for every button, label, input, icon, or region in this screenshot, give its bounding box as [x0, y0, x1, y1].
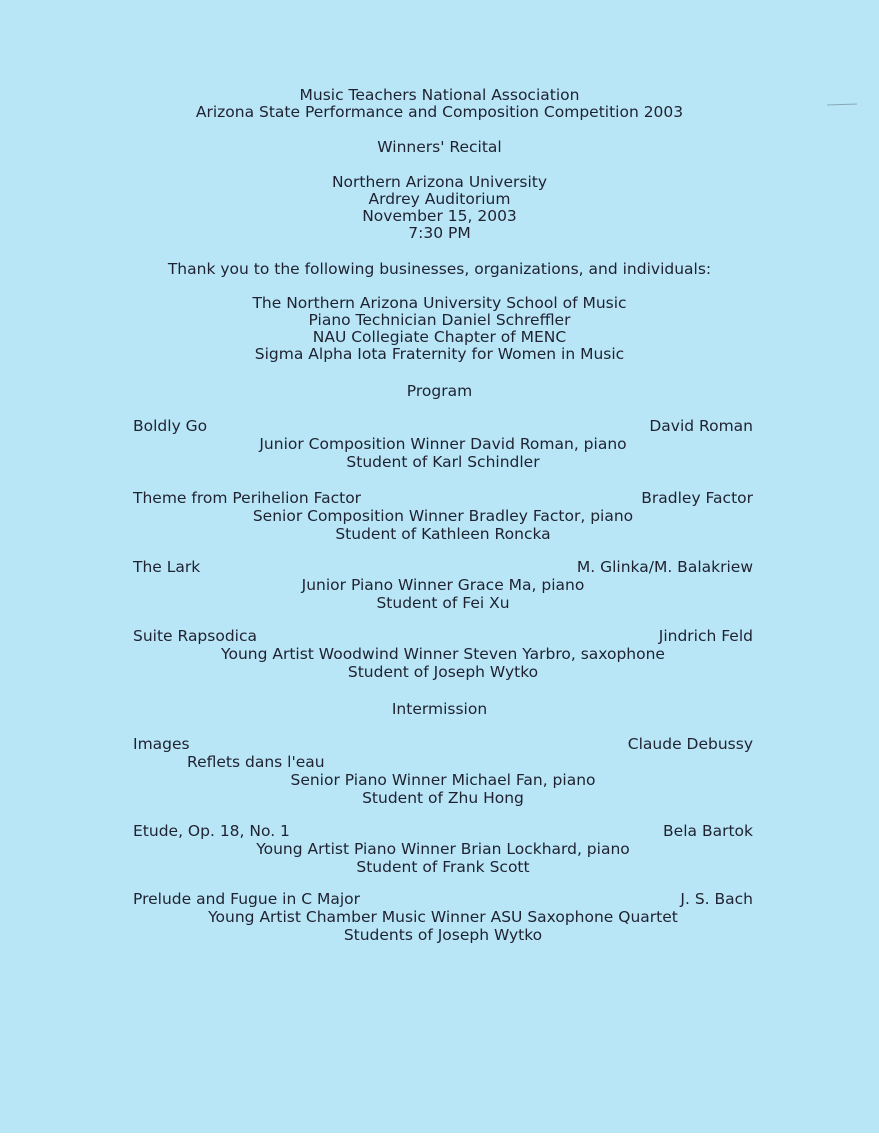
piece-composer: J. S. Bach: [680, 890, 753, 908]
piece-composer: Bradley Factor: [641, 489, 753, 507]
intermission: [0, 701, 879, 718]
recital-name: Winners' Recital: [377, 138, 502, 156]
piece-teacher: Students of Joseph Wytko: [343, 926, 543, 944]
program-entry: [133, 735, 753, 807]
piece-composer: David Roman: [649, 417, 753, 435]
piece-movement: Reflets dans l'eau: [187, 753, 325, 771]
piece-performer: Senior Piano Winner Michael Fan, piano: [290, 771, 596, 789]
piece-performer: Junior Composition Winner David Roman, piano: [259, 435, 627, 453]
program-entry: [133, 417, 753, 471]
piece-teacher: Student of Fei Xu: [376, 594, 510, 612]
piece-teacher: Student of Zhu Hong: [362, 789, 524, 807]
intermission-text: Intermission: [391, 700, 488, 718]
piece-performer: Senior Composition Winner Bradley Factor, piano: [252, 507, 634, 525]
program-heading: [0, 383, 879, 400]
venue-block: [0, 174, 879, 242]
org-name: Music Teachers National Association: [299, 86, 580, 104]
piece-composer: Jindrich Feld: [658, 627, 753, 645]
piece-performer: Junior Piano Winner Grace Ma, piano: [301, 576, 585, 594]
piece-performer: Young Artist Woodwind Winner Steven Yarbro, saxophone: [221, 645, 665, 663]
program-heading-text: Program: [406, 382, 473, 400]
thanks-intro-text: Thank you to the following businesses, organizations, and individuals:: [167, 260, 712, 278]
program-entry: [133, 489, 753, 543]
program-entry: [133, 822, 753, 876]
piece-title: Suite Rapsodica: [133, 627, 257, 645]
piece-title: The Lark: [133, 558, 201, 576]
venue-time: 7:30 PM: [408, 224, 471, 242]
piece-teacher: Student of Joseph Wytko: [347, 663, 539, 681]
piece-title: Images: [133, 735, 190, 753]
program-entry: [133, 558, 753, 612]
venue-hall: Ardrey Auditorium: [368, 190, 511, 208]
piece-composer: Claude Debussy: [627, 735, 753, 753]
thanks-list: [0, 295, 879, 363]
venue-university: Northern Arizona University: [331, 173, 548, 191]
thanks-item: Piano Technician Daniel Schreffler: [308, 311, 571, 329]
event-name: Arizona State Performance and Composition Competition 2003: [195, 103, 684, 121]
thanks-item: The Northern Arizona University School of Music: [252, 294, 627, 312]
piece-composer: M. Glinka/M. Balakriew: [576, 558, 753, 576]
piece-teacher: Student of Karl Schindler: [346, 453, 540, 471]
program-entry: [133, 627, 753, 681]
piece-title: Prelude and Fugue in C Major: [133, 890, 361, 908]
piece-performer: Young Artist Piano Winner Brian Lockhard, piano: [256, 840, 630, 858]
piece-title: Theme from Perihelion Factor: [133, 489, 362, 507]
piece-teacher: Student of Frank Scott: [356, 858, 530, 876]
piece-teacher: Student of Kathleen Roncka: [335, 525, 551, 543]
recital-title: [0, 139, 879, 156]
piece-title: Boldly Go: [133, 417, 208, 435]
page-bottom-edge: [0, 1133, 879, 1137]
thanks-item: NAU Collegiate Chapter of MENC: [312, 328, 567, 346]
thanks-item: Sigma Alpha Iota Fraternity for Women in Music: [254, 345, 625, 363]
program-entry: [133, 890, 753, 944]
piece-title: Etude, Op. 18, No. 1: [133, 822, 290, 840]
venue-date: November 15, 2003: [362, 207, 517, 225]
piece-composer: Bela Bartok: [663, 822, 753, 840]
thanks-intro: [0, 261, 879, 278]
header-block: [0, 87, 879, 121]
piece-performer: Young Artist Chamber Music Winner ASU Saxophone Quartet: [208, 908, 678, 926]
